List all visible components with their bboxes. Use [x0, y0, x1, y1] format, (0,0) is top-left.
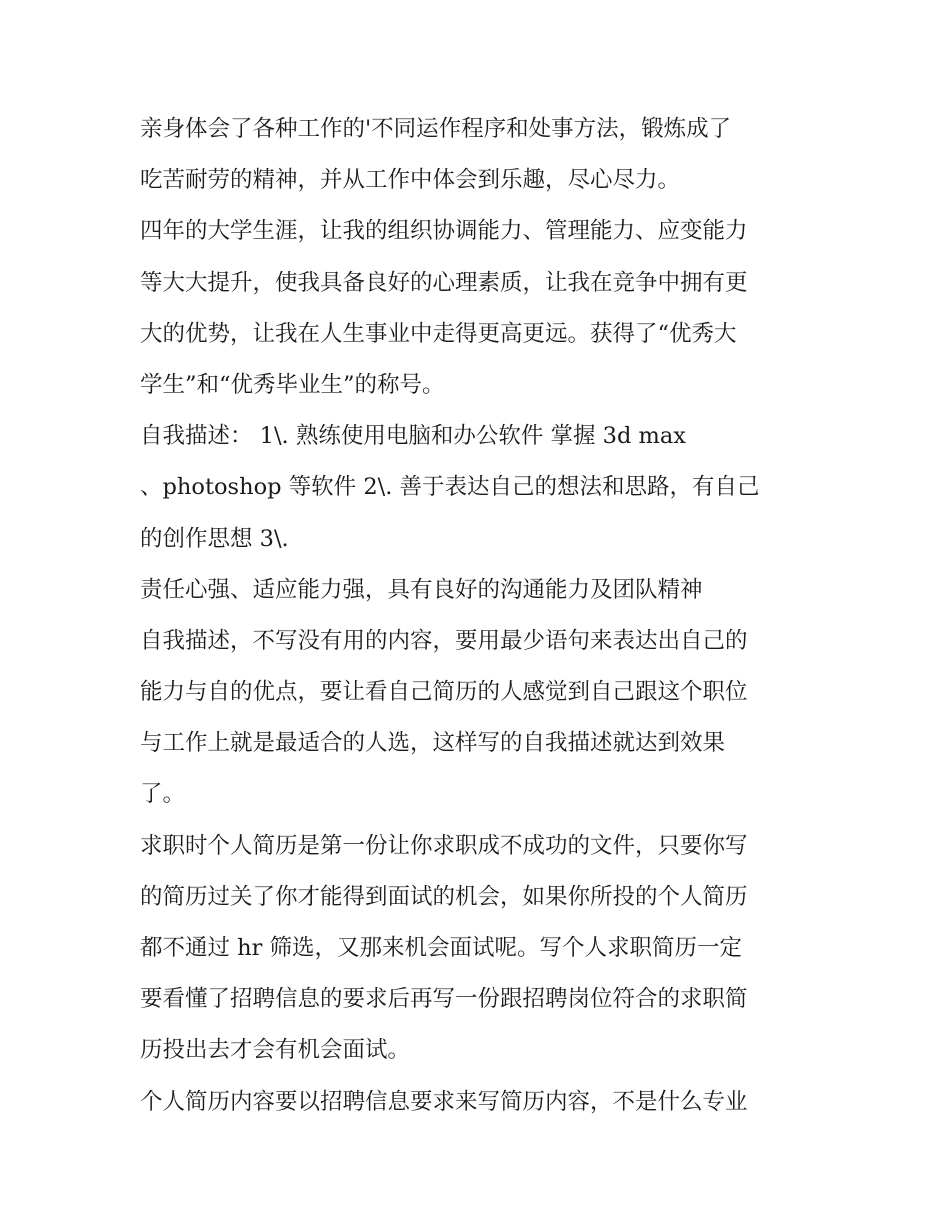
- text-line: 能力与自的优点，要让看自己简历的人感觉到自己跟这个职位: [140, 679, 748, 706]
- text-line: 要看懂了招聘信息的要求后再写一份跟招聘岗位符合的求职简: [140, 986, 748, 1013]
- text-line: 都不通过 hr 筛选，又那来机会面试呢。写个人求职简历一定: [140, 935, 743, 961]
- text-line: 吃苦耐劳的精神，并从工作中体会到乐趣，尽心尽力。: [140, 167, 681, 194]
- text-line: 自我描述： 1\. 熟练使用电脑和办公软件 掌握 3d max: [140, 423, 686, 450]
- text-line: 的创作思想 3\.: [140, 525, 289, 552]
- text-line: 了。: [140, 781, 186, 808]
- text-line: 学生”和“优秀毕业生”的称号。: [140, 371, 445, 398]
- text-line: 大的优势，让我在人生事业中走得更高更远。获得了“优秀大: [140, 320, 737, 347]
- text-line: 四年的大学生涯，让我的组织协调能力、管理能力、应变能力: [140, 218, 748, 245]
- text-line: 历投出去才会有机会面试。: [140, 1037, 411, 1064]
- document-body: [140, 104, 830, 1128]
- text-line: 责任心强、适应能力强，具有良好的沟通能力及团队精神: [140, 576, 703, 603]
- text-line: 的简历过关了你才能得到面试的机会，如果你所投的个人简历: [140, 883, 748, 910]
- text-line: 与工作上就是最适合的人选，这样写的自我描述就达到效果: [140, 730, 726, 757]
- text-line: 求职时个人简历是第一份让你求职成不成功的文件，只要你写: [140, 832, 748, 859]
- text-line: 自我描述，不写没有用的内容，要用最少语句来表达出自己的: [140, 627, 748, 654]
- text-line: 、photoshop 等软件 2\. 善于表达自己的想法和思路，有自己: [140, 474, 760, 501]
- text-line: 等大大提升，使我具备良好的心理素质，让我在竞争中拥有更: [140, 269, 748, 296]
- text-line: 个人简历内容要以招聘信息要求来写简历内容，不是什么专业: [140, 1088, 748, 1115]
- text-line: 亲身体会了各种工作的'不同运作程序和处事方法，锻炼成了: [140, 116, 732, 142]
